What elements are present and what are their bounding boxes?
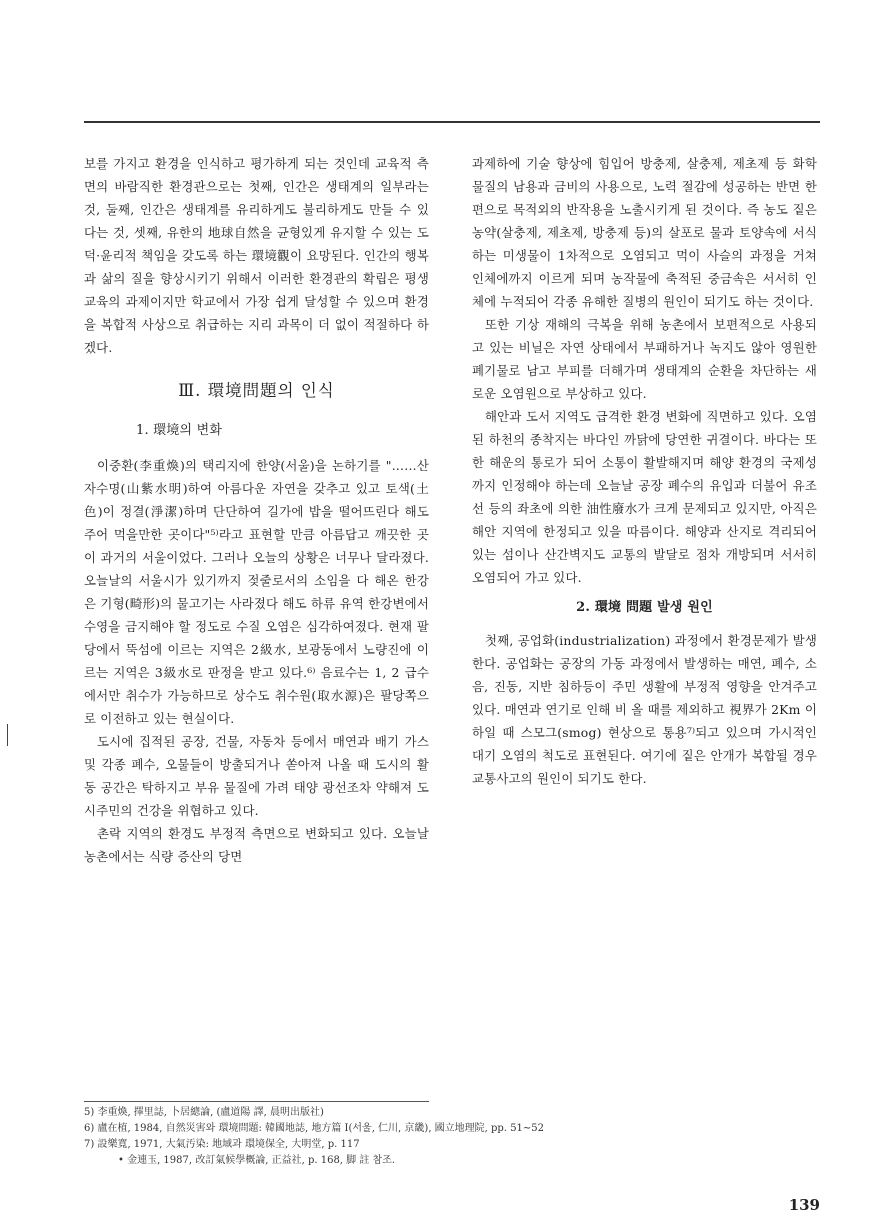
- section-title: Ⅲ. 環境問題의 인식: [178, 381, 335, 400]
- left-paragraph-3: 도시에 집적된 공장, 건물, 자동차 등에서 매연과 배기 가스 및 각종 폐수, 오물들이 방출되거나 쏟아져 나올 때 도시의 활동 공간은 탁하지고 부유 물질에 가려 태양 광선조차 약해져 도시주민의 건강을 위협하고 있다.: [84, 734, 429, 818]
- margin-mark: [7, 724, 8, 746]
- footnotes: [84, 1105, 824, 1169]
- footnote-7: 7) 設樂寬, 1971, 大氣汚染: 地域과 環境保全, 大明堂, p. 117: [84, 1139, 360, 1150]
- right-paragraph-1: 과제하에 기술 향상에 힘입어 방충제, 살충제, 제초제 등 화학 물질의 남용과 금비의 사용으로, 노력 절감에 성공하는 반면 한편으로 목적외의 반작용을 노출시키게 된 것이다. 즉 농도 짙은 농약(살충제, 제초제, 방충제 등)의 살포로 물과 토양속에 서식하는 미생물이 1차적으로 오염되고 먹이 사슬의 과정을 거쳐 인체에까지 이르게 되며 농작물에 축적된 중금속은 서서히 인체에 누적되어 각종 유해한 질병의 원인이 되기도 하는 것이다.: [472, 156, 817, 309]
- right-paragraph-3: 해안과 도서 지역도 급격한 환경 변화에 직면하고 있다. 오염된 하천의 종착지는 바다인 까닭에 당연한 귀결이다. 바다는 또한 해운의 통로가 되어 소통이 활발해지며 해양 환경의 국제성까지 인정해야 하는데 오늘날 공장 폐수의 유입과 더불어 유조선 등의 좌초에 의한 油性廢水가 크게 문제되고 있지만, 아직은 해안 지역에 한정되고 있을 따름이다. 해양과 산지로 격리되어 있는 섬이나 산간벽지도 교통의 발달로 점차 개방되며 서서히 오염되어 가고 있다.: [472, 409, 817, 585]
- footnote-star: • 金連玉, 1987, 改訂氣候學概論, 正益社, p. 168, 脚 註 참조.: [118, 1155, 396, 1166]
- right-paragraph-4: 첫째, 공업화(industrialization) 과정에서 환경문제가 발생한다. 공업화는 공장의 가동 과정에서 발생하는 매연, 폐수, 소음, 진동, 지반 침하등이 주민 생활에 부정적 영향을 안겨주고 있다. 매연과 연기로 인해 비 올 때를 제외하고 視界가 2Km 이하일 때 스모그(smog) 현상으로 통용⁷⁾되고 있으며 가시적인 대기 오염의 척도로 표현된다. 여기에 짙은 안개가 복합될 경우 교통사고의 원인이 되기도 한다.: [472, 633, 817, 786]
- left-paragraph-1: 보를 가지고 환경을 인식하고 평가하게 되는 것인데 교육적 측면의 바람직한 환경관으로는 첫째, 인간은 생태계의 일부라는 것, 둘째, 인간은 생태계를 유리하게도 불리하게도 만들 수 있다는 것, 셋째, 유한의 地球自然을 균형있게 유지할 수 있는 도덕·윤리적 책임을 갖도록 하는 環境觀이 요망된다. 인간의 행복과 삶의 질을 향상시키기 위해서 이러한 환경관의 확립은 평생 교육의 과제이지만 학교에서 가장 쉽게 달성할 수 있으며 환경을 복합적 사상으로 취급하는 지리 과목이 더 없이 적절하다 하겠다.: [84, 156, 429, 355]
- page-number: 139: [788, 1196, 820, 1214]
- subsection-title-1: 1. 環境의 변화: [136, 423, 223, 438]
- left-paragraph-2: 이중환(李重煥)의 택리지에 한양(서울)을 논하기를 "……산자수명(山紫水明)하여 아름다운 자연을 갖추고 있고 토색(土色)이 정결(淨潔)하며 단단하여 길가에 밥을 떨어뜨린다 해도 주어 먹을만한 곳이다"⁵⁾라고 표현할 만큼 아름답고 깨끗한 곳이 과거의 서울이었다. 그러나 오늘의 상황은 너무나 달라졌다. 오늘날의 서울시가 있기까지 젖줄로서의 소임을 다 해온 한강은 기형(畸形)의 물고기는 사라졌다 해도 하류 유역 한강변에서 수영을 금지해야 할 정도로 수질 오염은 심각하여졌다. 현재 팔당에서 뚝섬에 이르는 지역은 2級水, 보광동에서 노량진에 이르는 지역은 3級水로 판정을 받고 있다.⁶⁾ 음료수는 1, 2 급수에서만 취수가 가능하므로 상수도 취수원(取水源)은 팔당쪽으로 이전하고 있는 현실이다.: [84, 458, 429, 726]
- subsection-title-2: 2. 環境 問題 발생 원인: [576, 600, 713, 615]
- left-column: [84, 152, 429, 868]
- footnote-6: 6) 盧在植, 1984, 自然災害와 環境問題: 韓國地誌, 地方篇 Ⅰ(서울, 仁川, 京畿), 國立地理院, pp. 51∼52: [84, 1123, 545, 1134]
- footnote-rule: [84, 1101, 429, 1102]
- right-paragraph-2: 또한 기상 재해의 극복을 위해 농촌에서 보편적으로 사용되고 있는 비닐은 자연 상태에서 부패하거나 녹지도 않아 영원한 폐기물로 남고 부피를 더해가며 생태계의 순환을 차단하는 새로운 오염원으로 부상하고 있다.: [472, 317, 817, 401]
- footnote-5: 5) 李重煥, 擇里誌, 卜居總論, (盧道陽 譯, 晨明出版社): [84, 1107, 324, 1118]
- right-column: [472, 152, 817, 790]
- header-rule: [84, 121, 820, 123]
- left-paragraph-4: 촌락 지역의 환경도 부정적 측면으로 변화되고 있다. 오늘날 농촌에서는 식량 증산의 당면: [84, 826, 429, 864]
